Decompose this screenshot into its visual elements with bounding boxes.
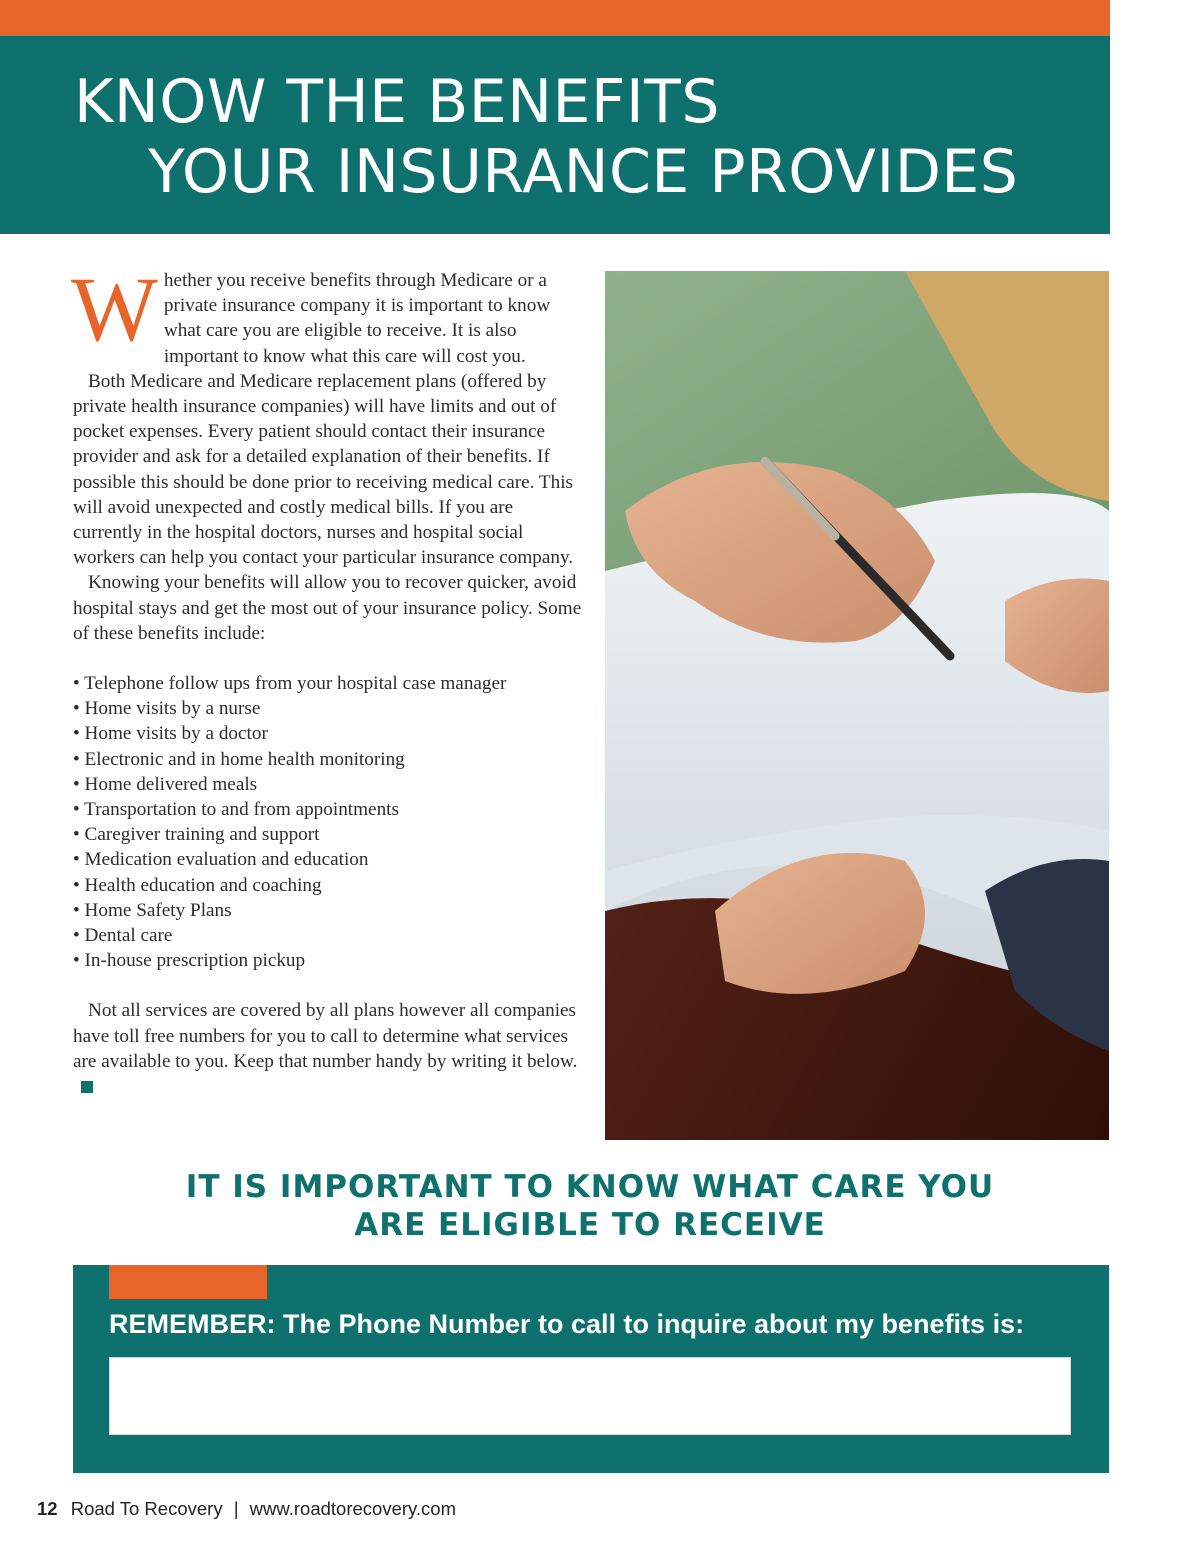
list-item: • Home delivered meals (73, 772, 583, 797)
top-accent-bar (0, 0, 1110, 36)
closing-paragraph (73, 998, 583, 1099)
publication-name: Road To Recovery (70, 1498, 223, 1519)
remember-label: REMEMBER: The Phone Number to call to inquire about my benefits is: (109, 1309, 1025, 1339)
list-item: • In-house prescription pickup (73, 948, 583, 973)
paragraph-knowing-benefits: Knowing your benefits will allow you to recover quicker, avoid hospital stays and get the most out of your insurance policy. Some of these benefits include: (73, 572, 582, 644)
remember-box (73, 1265, 1109, 1473)
list-item: • Transportation to and from appointments (73, 797, 583, 822)
intro-paragraph (71, 258, 583, 369)
callout-line-1: IT IS IMPORTANT TO KNOW WHAT CARE YOU (185, 1169, 995, 1205)
remember-accent-tab (109, 1265, 267, 1299)
callout-heading (160, 1168, 1020, 1244)
list-item: • Home visits by a doctor (73, 721, 583, 746)
drop-cap: W (71, 258, 158, 360)
signing-document-photo (605, 271, 1109, 1140)
list-item: • Caregiver training and support (73, 822, 583, 847)
intro-text: hether you receive benefits through Medicare or a private insurance company it is important to know what care you are eligible to receive. It is also important to know what this care will cost you. (163, 270, 551, 367)
phone-number-field[interactable] (109, 1357, 1071, 1435)
page-footer (37, 1498, 456, 1520)
list-item: • Home visits by a nurse (73, 696, 583, 721)
article-body (71, 258, 583, 1099)
page-number: 12 (37, 1498, 58, 1519)
end-mark-icon (81, 1081, 93, 1093)
website-link[interactable]: www.roadtorecovery.com (249, 1498, 456, 1519)
list-item: • Medication evaluation and education (73, 847, 583, 872)
list-item: • Telephone follow ups from your hospital case manager (73, 671, 583, 696)
page-title-line-1: KNOW THE BENEFITS (74, 67, 720, 137)
page-title-line-2: YOUR INSURANCE PROVIDES (148, 137, 1019, 207)
closing-text: Not all services are covered by all plans however all companies have toll free numbers for you to call to determine what services are available to you. Keep that number handy by writing it below. (73, 1000, 578, 1072)
list-item: • Health education and coaching (73, 873, 583, 898)
benefits-list (73, 671, 583, 973)
footer-separator: | (233, 1498, 239, 1519)
callout-line-2: ARE ELIGIBLE TO RECEIVE (354, 1207, 826, 1243)
list-item: • Home Safety Plans (73, 898, 583, 923)
list-item: • Dental care (73, 923, 583, 948)
list-item: • Electronic and in home health monitoring (73, 747, 583, 772)
paragraph-limits: Both Medicare and Medicare replacement plans (offered by private health insurance companies) will have limits and out of pocket expenses. Every patient should contact their insurance provider and ask for a detailed explanation of their benefits. If possible this should be done prior to receiving medical care. This will avoid unexpected and costly medical bills. If you are currently in the hospital doctors, nurses and hospital social workers can help you contact your particular insurance company. (73, 370, 574, 569)
